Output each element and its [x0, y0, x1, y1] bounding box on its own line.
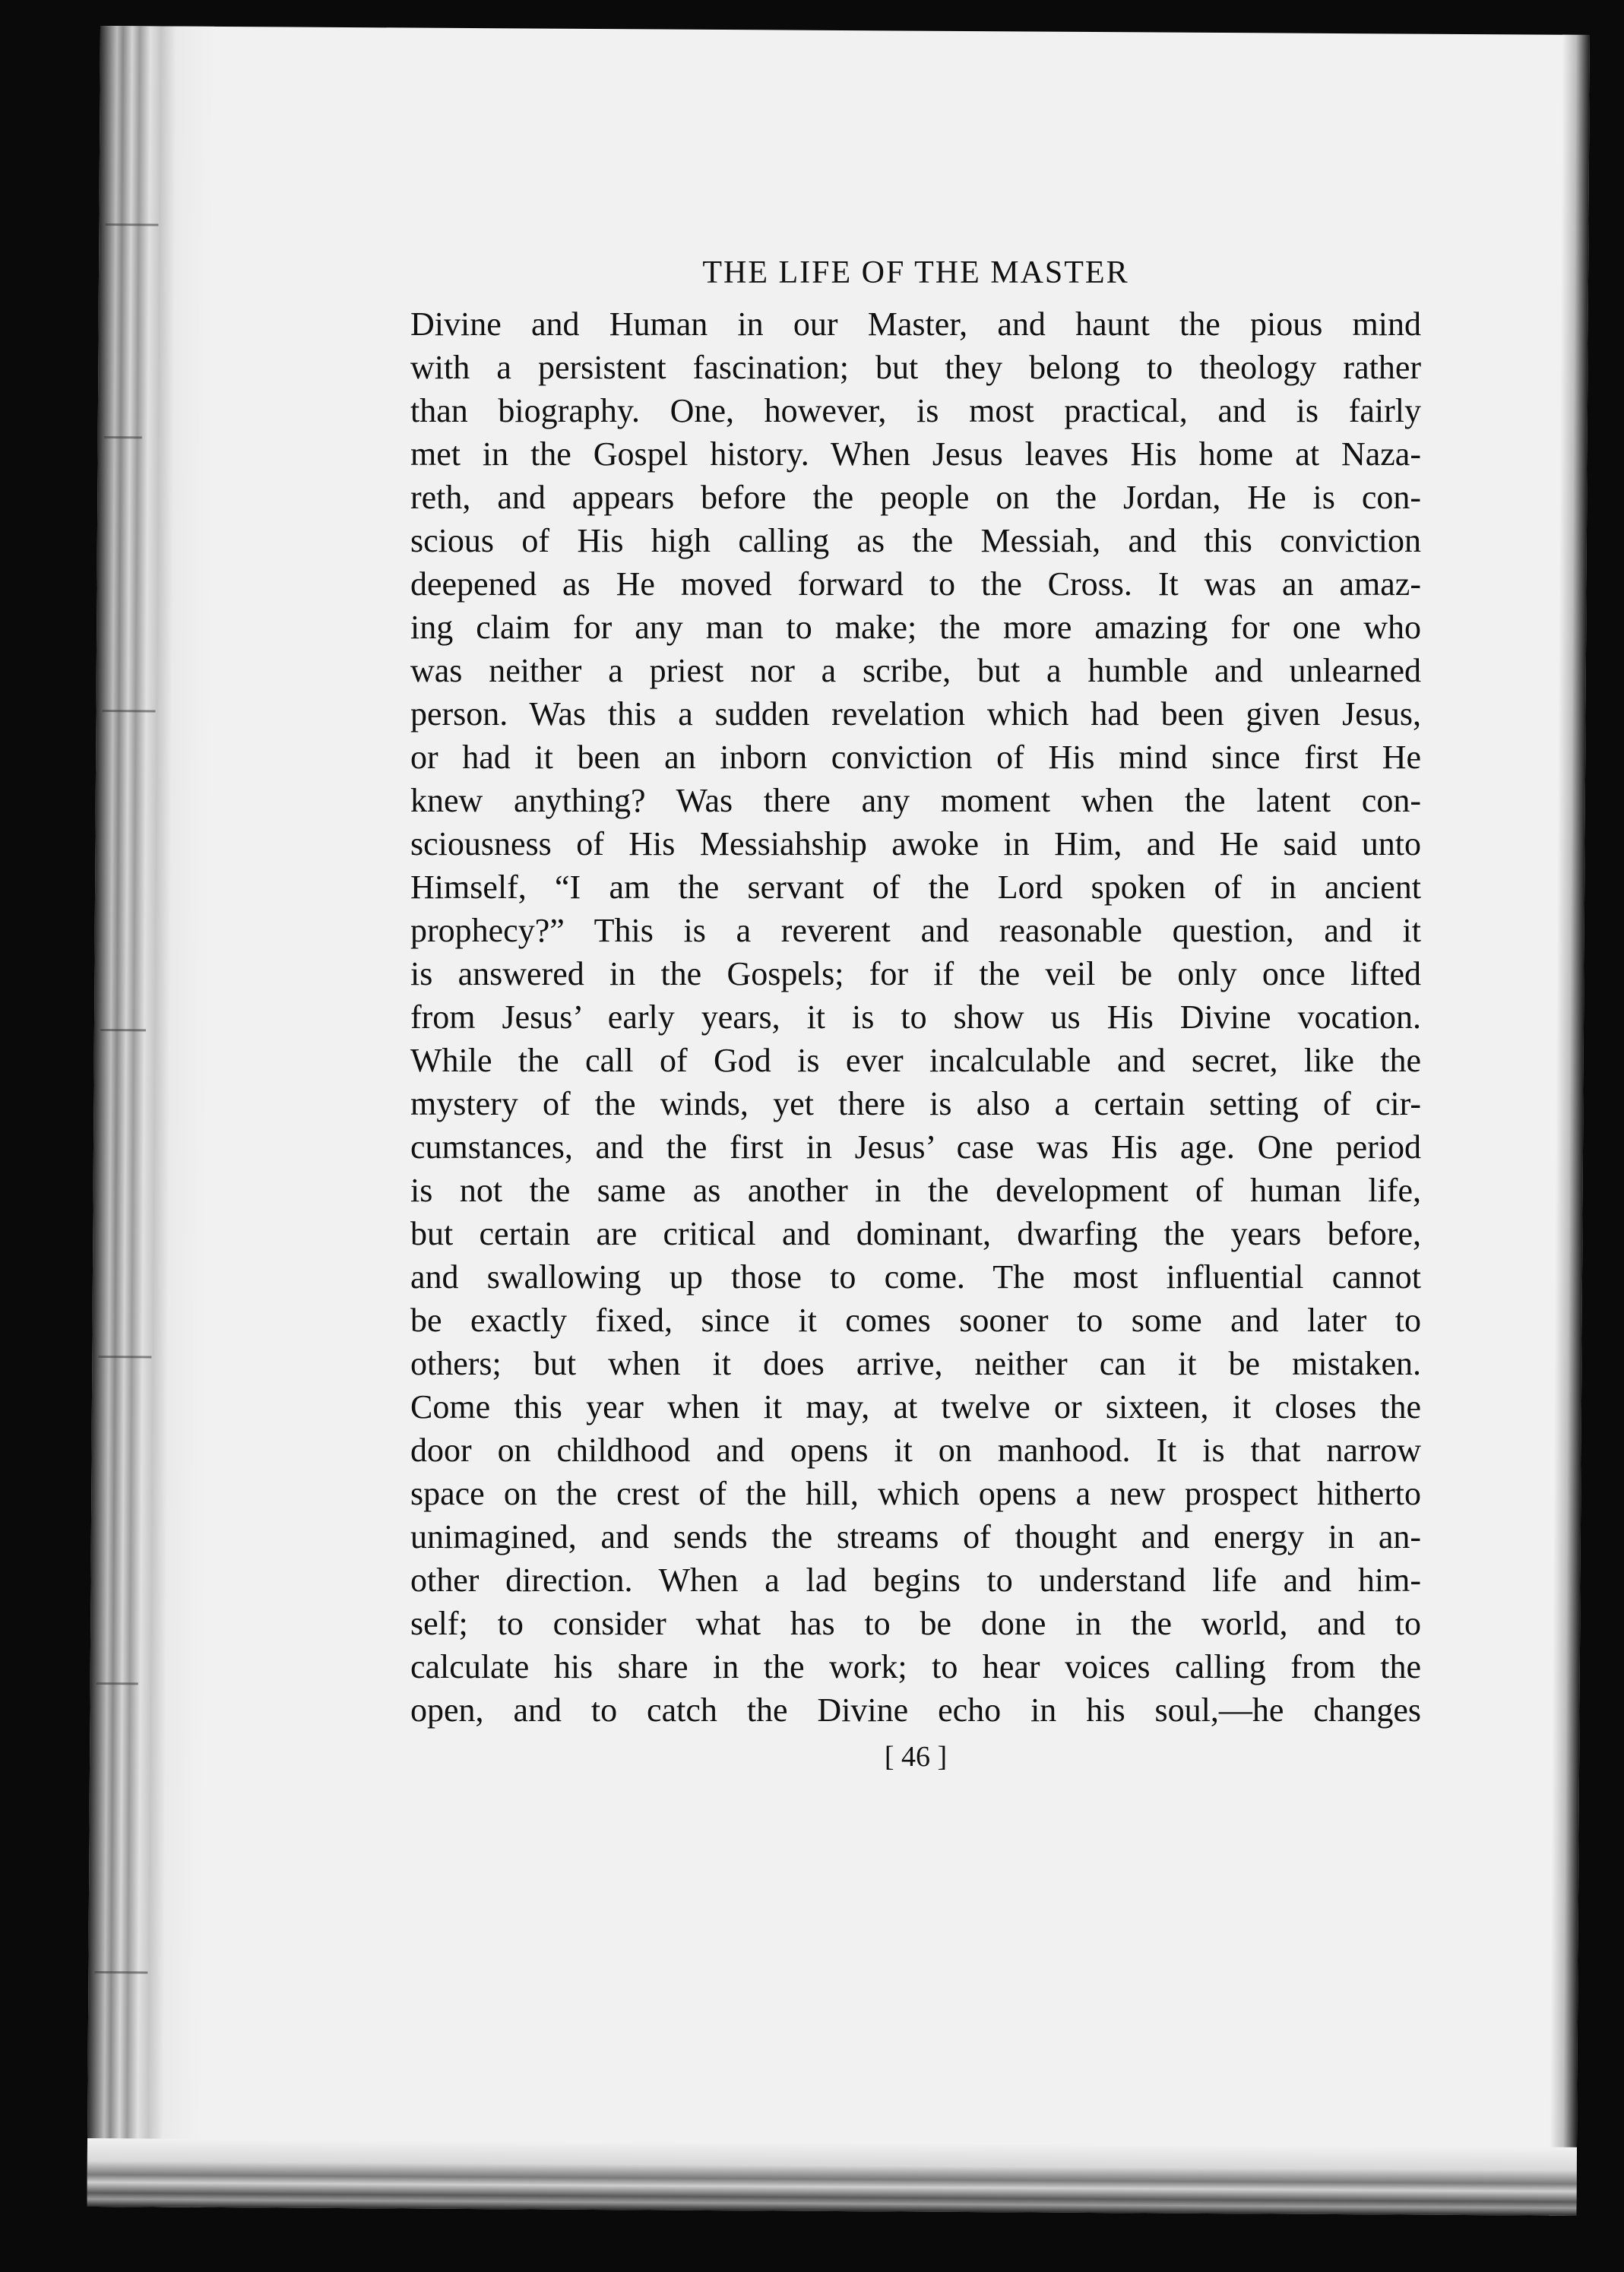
text-line: and swallowing up those to come. The most influential cannot	[410, 1258, 1421, 1296]
gutter-streak	[105, 223, 158, 226]
text-line: from Jesus’ early years, it is to show us His Divine vocation.	[410, 998, 1421, 1036]
text-line: ing claim for any man to make; the more amazing for one who	[410, 609, 1421, 646]
text-line: open, and to catch the Divine echo in his soul,—he changes	[410, 1691, 1421, 1729]
text-line: other direction. When a lad begins to understand life and him-	[410, 1562, 1421, 1599]
text-line: Divine and Human in our Master, and haunt the pious mind	[410, 305, 1421, 343]
right-page-edge	[1549, 35, 1590, 2216]
running-head: THE LIFE OF THE MASTER	[702, 255, 1129, 290]
text-line: calculate his share in the work; to hear voices calling from the	[410, 1648, 1421, 1685]
text-line: knew anything? Was there any moment when the latent con-	[410, 782, 1421, 819]
page-number: [ 46 ]	[884, 1741, 948, 1773]
text-line: door on childhood and opens it on manhood. It is that narrow	[410, 1432, 1421, 1469]
text-line: reth, and appears before the people on the Jordan, He is con-	[410, 479, 1421, 516]
text-line: mystery of the winds, yet there is also a certain setting of cir-	[410, 1085, 1421, 1122]
text-line: unimagined, and sends the streams of thought and energy in an-	[410, 1518, 1421, 1555]
text-line: but certain are critical and dominant, dwarfing the years before,	[410, 1215, 1421, 1252]
gutter-streak	[94, 1971, 147, 1973]
text-line: than biography. One, however, is most practical, and is fairly	[410, 392, 1421, 429]
text-line: deepened as He moved forward to the Cross. It was an amaz-	[410, 565, 1421, 603]
text-line: sciousness of His Messiahship awoke in Him, and He said unto	[410, 825, 1421, 862]
binding-gutter	[87, 26, 214, 2207]
text-line: with a persistent fascination; but they belong to theology rather	[410, 349, 1421, 386]
text-line: person. Was this a sudden revelation which had been given Jesus,	[410, 695, 1421, 733]
body-text	[410, 302, 1421, 1732]
text-line: space on the crest of the hill, which opens a new prospect hitherto	[410, 1475, 1421, 1512]
text-line: is answered in the Gospels; for if the veil be only once lifted	[410, 955, 1421, 992]
text-line: or had it been an inborn conviction of His mind since first He	[410, 739, 1421, 776]
gutter-streak	[97, 1682, 138, 1685]
text-line: met in the Gospel history. When Jesus leaves His home at Naza-	[410, 435, 1421, 473]
bottom-page-edges	[87, 2138, 1577, 2216]
text-line: Himself, “I am the servant of the Lord spoken of in ancient	[410, 869, 1421, 906]
text-block	[410, 251, 1421, 1776]
text-line: self; to consider what has to be done in the world, and to	[410, 1605, 1421, 1642]
text-line: was neither a priest nor a scribe, but a humble and unlearned	[410, 652, 1421, 689]
gutter-streak	[103, 710, 156, 712]
gutter-streak	[104, 436, 142, 438]
text-line: prophecy?” This is a reverent and reasonable question, and it	[410, 912, 1421, 949]
text-line: others; but when it does arrive, neither can it be mistaken.	[410, 1345, 1421, 1382]
text-line: Come this year when it may, at twelve or sixteen, it closes the	[410, 1388, 1421, 1426]
gutter-streak	[98, 1356, 151, 1358]
text-line: scious of His high calling as the Messiah, and this conviction	[410, 522, 1421, 559]
gutter-streak	[100, 1029, 146, 1031]
text-line: is not the same as another in the development of human life,	[410, 1172, 1421, 1209]
text-line: cumstances, and the first in Jesus’ case was His age. One period	[410, 1128, 1421, 1166]
text-line: While the call of God is ever incalculable and secret, like the	[410, 1042, 1421, 1079]
text-line: be exactly fixed, since it comes sooner to some and later to	[410, 1302, 1421, 1339]
